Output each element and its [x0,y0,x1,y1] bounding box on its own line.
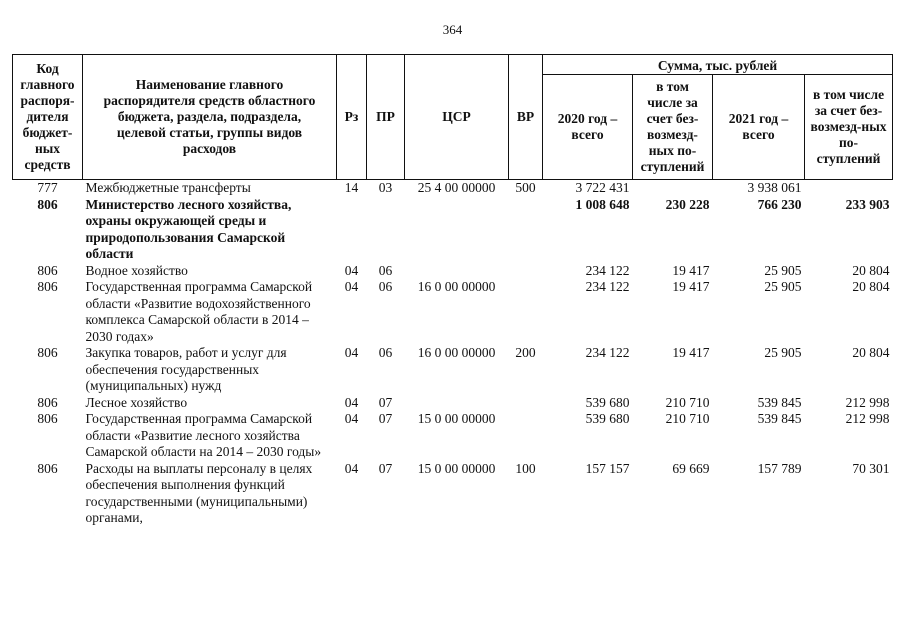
header-2020-total: 2020 год – всего [543,75,633,180]
header-2020-free: в том числе за счет без-возмезд-ных по-ступлений [633,75,713,180]
cell-2021-free: 233 903 [845,196,890,212]
cell-rz: 04 [344,279,359,294]
cell-vr [509,263,543,280]
table-body [13,180,893,527]
cell-2021-free: 212 998 [845,411,890,426]
cell-rz: 04 [344,394,359,410]
cell-code: 806 [37,262,58,278]
cell-2021-total: 25 905 [764,279,802,294]
cell-csr [405,263,509,280]
cell-csr: 25 4 00 00000 [417,180,496,195]
table-row [13,461,893,527]
table-row [13,395,893,412]
cell-name: Водное хозяйство [85,262,188,278]
cell-name: Лесное хозяйство [85,394,188,410]
header-pr: ПР [367,55,405,180]
header-rz: Рз [337,55,367,180]
cell-2021-free [805,180,893,197]
cell-csr: 16 0 00 00000 [417,345,496,360]
cell-code: 806 [37,394,58,410]
cell-2020-free: 230 228 [665,196,710,212]
table-row [13,197,893,263]
header-csr: ЦСР [405,55,509,180]
table-row [13,180,893,197]
cell-2021-free: 20 804 [852,279,890,294]
table-row [13,279,893,345]
cell-rz: 04 [344,460,359,476]
cell-2021-free: 212 998 [845,394,890,410]
cell-rz: 04 [344,411,359,426]
cell-code: 806 [37,345,58,360]
cell-2020-total: 539 680 [585,394,630,410]
cell-rz [337,197,367,263]
cell-code: 777 [37,180,58,195]
cell-name: Государственная программа Самарской области «Развитие лесного хозяйства Самарской области на 2014 – 2030 годы» [85,411,322,459]
cell-2021-total: 25 905 [764,262,802,278]
cell-pr: 06 [378,262,393,278]
cell-2020-free: 69 669 [672,460,710,476]
cell-pr: 07 [378,460,393,476]
cell-name: Государственная программа Самарской области «Развитие водохозяйственного комплекса Самарской области в 2014 – 2030 годах» [85,279,313,344]
cell-vr [509,197,543,263]
cell-2020-total: 234 122 [585,262,630,278]
cell-rz: 04 [344,262,359,278]
cell-rz: 04 [344,345,359,360]
header-vr: ВР [509,55,543,180]
cell-name: Межбюджетные трансферты [85,180,251,195]
cell-csr: 15 0 00 00000 [417,411,496,426]
cell-code: 806 [37,411,58,426]
cell-csr: 16 0 00 00000 [417,279,496,294]
cell-pr: 06 [378,345,393,360]
cell-2021-total: 157 789 [757,460,802,476]
cell-vr: 500 [515,180,536,195]
cell-code: 806 [37,196,58,212]
cell-vr [509,279,543,345]
cell-2020-total: 234 122 [585,279,630,294]
cell-2021-total: 3 938 061 [747,180,802,195]
cell-2020-total: 234 122 [585,345,630,360]
cell-vr [509,411,543,461]
table-row [13,263,893,280]
cell-2021-free: 20 804 [852,262,890,278]
cell-2020-total: 157 157 [585,460,630,476]
cell-2020-free: 210 710 [665,394,710,410]
cell-2020-free: 19 417 [672,279,710,294]
cell-pr: 07 [378,411,393,426]
cell-csr: 15 0 00 00000 [417,460,496,476]
header-name: Наименование главного распорядителя средств областного бюджета, раздела, подраздела, целевой статьи, группы видов расходов [83,55,337,180]
cell-2021-free: 20 804 [852,345,890,360]
header-2021-free: в том числе за счет без-возмезд-ных по-ступлений [805,75,893,180]
cell-vr: 200 [515,345,536,360]
cell-name: Расходы на выплаты персоналу в целях обеспечения выполнения функций государственными (муниципальными) органами, [85,460,313,525]
cell-name: Закупка товаров, работ и услуг для обеспечения государственных (муниципальных) нужд [85,345,287,393]
cell-2020-total: 539 680 [585,411,630,426]
cell-pr: 03 [378,180,393,195]
header-code: Код главного распоря-дителя бюджет-ных средств [13,55,83,180]
cell-2021-total: 539 845 [757,411,802,426]
cell-pr: 07 [378,394,393,410]
table-row [13,345,893,395]
budget-table [12,54,893,527]
cell-2021-total: 25 905 [764,345,802,360]
cell-pr: 06 [378,279,393,294]
table-row [13,411,893,461]
cell-csr [405,395,509,412]
cell-name: Министерство лесного хозяйства, охраны окружающей среды и природопользования Самарской области [85,196,292,261]
cell-csr [405,197,509,263]
header-2021-total: 2021 год – всего [713,75,805,180]
cell-2020-total: 3 722 431 [575,180,630,195]
cell-code: 806 [37,460,58,476]
cell-rz: 14 [344,180,359,195]
cell-2020-free [633,180,713,197]
header-sum-group: Сумма, тыс. рублей [543,55,893,75]
cell-2021-total: 539 845 [757,394,802,410]
cell-2020-free: 19 417 [672,345,710,360]
cell-vr [509,395,543,412]
cell-2021-free: 70 301 [852,460,890,476]
cell-code: 806 [37,279,58,294]
cell-2020-total: 1 008 648 [575,196,630,212]
cell-pr [367,197,405,263]
table-header [13,55,893,180]
cell-vr: 100 [515,460,536,476]
cell-2020-free: 19 417 [672,262,710,278]
cell-2020-free: 210 710 [665,411,710,426]
page-number: 364 [442,22,463,37]
cell-2021-total: 766 230 [757,196,802,212]
